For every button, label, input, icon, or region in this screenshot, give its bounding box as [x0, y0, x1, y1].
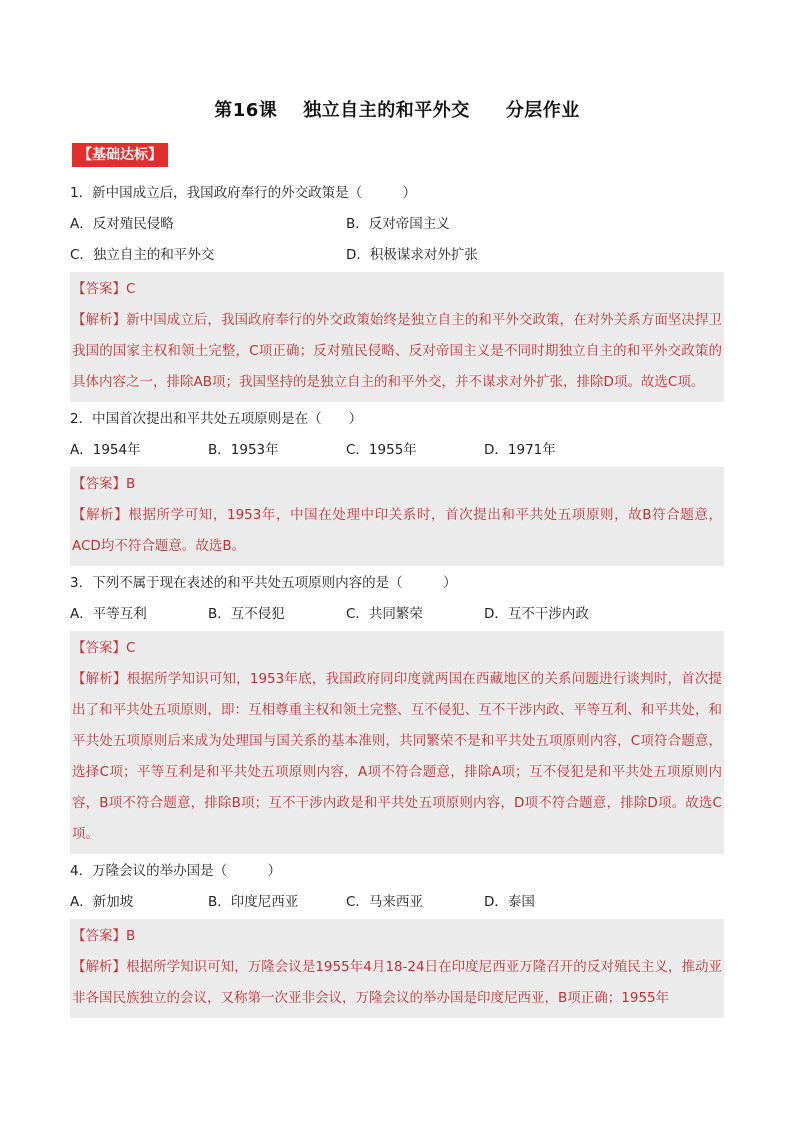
answer-block — [70, 631, 724, 854]
option-a: A．反对殖民侵略 — [70, 216, 174, 232]
answer-line — [72, 274, 722, 305]
option-b: B．反对帝国主义 — [346, 216, 450, 232]
answer-label: 【答案】 — [72, 640, 126, 656]
title-lesson: 第16课 — [214, 100, 278, 121]
section-label: 【基础达标】 — [72, 143, 168, 167]
option-row — [70, 435, 724, 466]
option-row — [70, 209, 724, 240]
explanation-label: 【解析】 — [72, 671, 127, 687]
answer-label: 【答案】 — [72, 476, 126, 492]
option-row — [70, 599, 724, 630]
question-stem: 3．下列不属于现在表述的和平共处五项原则内容的是（ ） — [70, 575, 457, 591]
page-title — [0, 96, 794, 122]
question-4 — [70, 856, 724, 1018]
option-c: C．马来西亚 — [346, 894, 423, 910]
answer-label: 【答案】 — [72, 928, 126, 944]
explanation-text: 根据所学知识可知，1953年底，我国政府同印度就两国在西藏地区的关系问题进行谈判时，首次提出了和平共处五项原则，即：互相尊重主权和领土完整、互不侵犯、互不干涉内政、平等互利、和平共处，和平共处五项原则后来成为处理国与国关系的基本准则，共同繁荣不是和平共处五项原则内容，C项符合题意，选择C项；平等互利是和平共处五项原则内容，A项不符合题意，排除A项；互不侵犯是和平共处五项原则内容，B项不符合题意，排除B项；互不干涉内政是和平共处五项原则内容，D项不符合题意，排除D项。故选C项。 — [72, 671, 723, 842]
question-stem: 4．万隆会议的举办国是（ ） — [70, 863, 282, 879]
explanation — [72, 500, 722, 562]
question-2 — [70, 404, 724, 566]
answer-block — [70, 467, 724, 566]
answer-block — [70, 919, 724, 1018]
explanation-text: 新中国成立后，我国政府奉行的外交政策始终是独立自主的和平外交政策，在对外关系方面坚决捍卫我国的国家主权和领土完整，C项正确；反对殖民侵略、反对帝国主义是不同时期独立自主的和平外交政策的具体内容之一，排除AB项；我国坚持的是独立自主的和平外交，并不谋求对外扩张，排除D项。故选C项。 — [72, 312, 723, 390]
answer-value: B — [126, 928, 136, 944]
explanation — [72, 664, 722, 850]
answer-line — [72, 469, 722, 500]
option-d: D．积极谋求对外扩张 — [346, 247, 478, 263]
title-topic: 独立自主的和平外交 — [303, 100, 470, 121]
question-stem: 2．中国首次提出和平共处五项原则是在（ ） — [70, 411, 363, 427]
title-suffix: 分层作业 — [505, 100, 580, 121]
answer-block — [70, 272, 724, 402]
explanation — [72, 952, 722, 1014]
answer-line — [72, 633, 722, 664]
question-list — [70, 178, 724, 1020]
explanation-text: 根据所学知识可知，万隆会议是1955年4月18-24日在印度尼西亚万隆召开的反对殖民主义，推动亚非各国民族独立的会议，又称第一次亚非会议，万隆会议的举办国是印度尼西亚，B项正确；1955年 — [72, 959, 722, 1006]
answer-value: C — [126, 640, 136, 656]
option-row — [70, 240, 724, 271]
explanation-label: 【解析】 — [72, 312, 127, 328]
question-3 — [70, 568, 724, 854]
option-b: B．1953年 — [208, 442, 279, 458]
explanation-label: 【解析】 — [72, 959, 127, 975]
option-a: A．1954年 — [70, 442, 141, 458]
option-c: C．独立自主的和平外交 — [70, 247, 215, 263]
option-b: B．印度尼西亚 — [208, 894, 299, 910]
option-c: C．1955年 — [346, 442, 417, 458]
option-c: C．共同繁荣 — [346, 606, 423, 622]
option-b: B．互不侵犯 — [208, 606, 285, 622]
option-d: D．互不干涉内政 — [484, 606, 589, 622]
answer-line — [72, 921, 722, 952]
option-d: D．1971年 — [484, 442, 556, 458]
explanation-label: 【解析】 — [72, 507, 129, 523]
explanation — [72, 305, 722, 398]
option-a: A．平等互利 — [70, 606, 147, 622]
answer-value: B — [126, 476, 136, 492]
option-d: D．泰国 — [484, 894, 535, 910]
explanation-text: 根据所学可知，1953年，中国在处理中印关系时，首次提出和平共处五项原则，故B符合题意，ACD均不符合题意。故选B。 — [72, 507, 722, 554]
question-stem: 1．新中国成立后，我国政府奉行的外交政策是（ ） — [70, 185, 417, 201]
question-1 — [70, 178, 724, 402]
option-a: A．新加坡 — [70, 894, 134, 910]
answer-label: 【答案】 — [72, 281, 126, 297]
answer-value: C — [126, 281, 136, 297]
option-row — [70, 887, 724, 918]
